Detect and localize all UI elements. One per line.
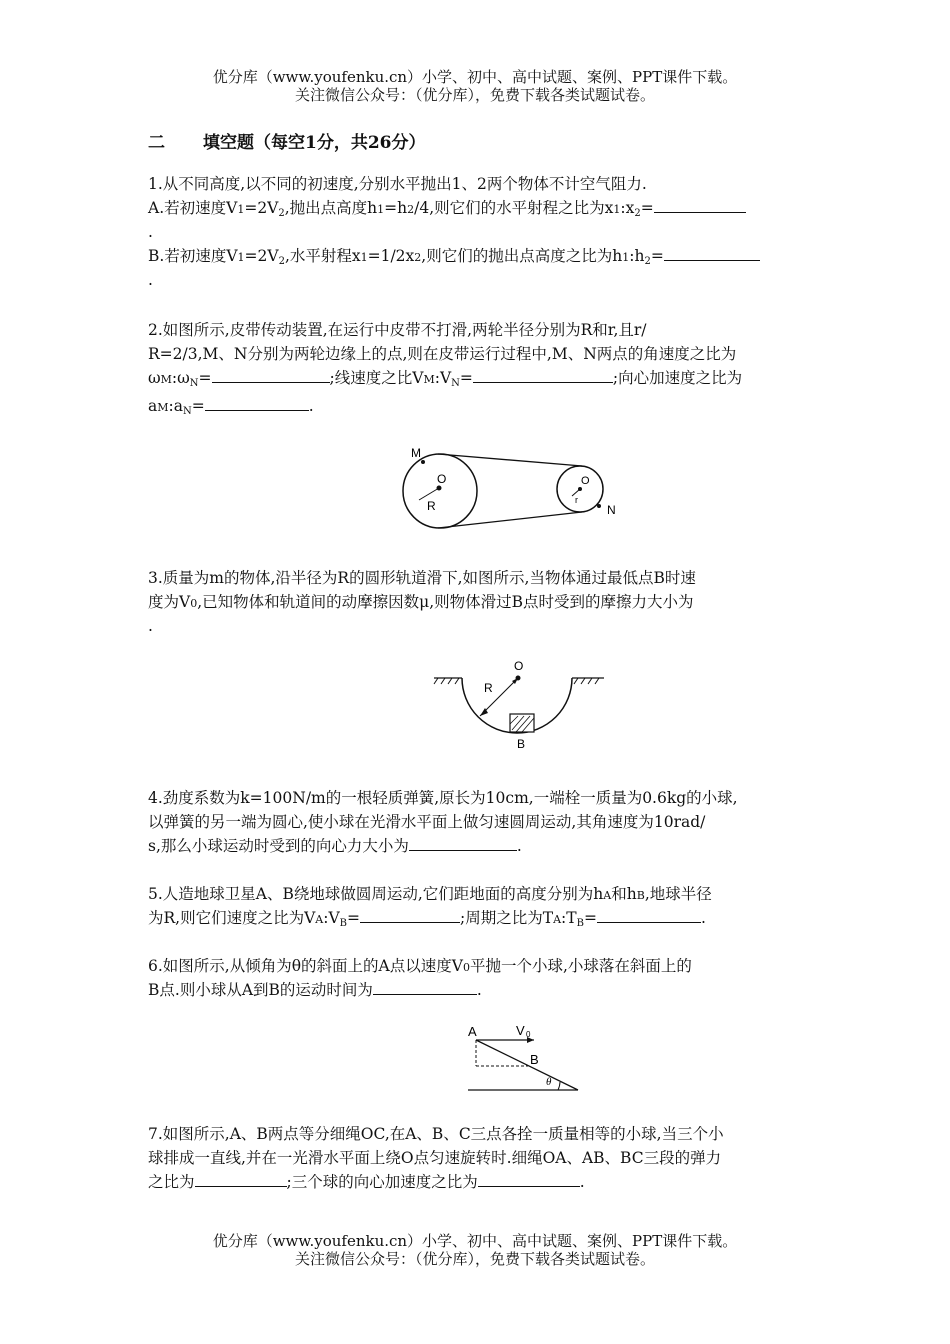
label-O-prime: O <box>581 475 590 487</box>
q5-period-blank[interactable] <box>597 906 701 923</box>
point-M-dot <box>421 460 425 464</box>
point-N-dot <box>597 504 601 508</box>
q2-line-1: 2.如图所示,皮带传动装置,在运行中皮带不打滑,两轮半径分别为R和r,且r/ <box>148 321 647 339</box>
q2-linear-velocity-blank[interactable] <box>473 366 613 383</box>
q3-line-1: 3.质量为m的物体,沿半径为R的圆形轨道滑下,如图所示,当物体通过最低点B时速 <box>148 569 696 587</box>
q2-angular-velocity-blank[interactable] <box>212 366 330 383</box>
q6-line-2: B点.则小球从A到B的运动时间为 . <box>148 978 858 1002</box>
incline-figure <box>464 1022 584 1094</box>
q6-time-blank[interactable] <box>373 978 477 995</box>
incline-line <box>476 1040 578 1090</box>
section-number: 二 <box>148 133 165 153</box>
block <box>510 714 534 732</box>
q5-velocity-blank[interactable] <box>360 906 460 923</box>
label-O: O <box>437 472 447 486</box>
q3-line-2: 度为V0,已知物体和轨道间的动摩擦因数μ,则物体滑过B点时受到的摩擦力大小为 <box>148 593 694 611</box>
label-V-subscript: 0 <box>526 1030 531 1039</box>
q1-dot-2: . <box>148 271 153 289</box>
label-O: O <box>514 659 524 673</box>
q2-acceleration-blank[interactable] <box>205 394 309 411</box>
q1-a-answer-blank[interactable] <box>654 196 746 213</box>
label-V: V <box>516 1023 525 1038</box>
q1-dot-1: . <box>148 223 153 241</box>
label-M: M <box>411 446 421 460</box>
header-line-1: 优分库（www.youfenku.cn）小学、初中、高中试题、案例、PPT课件下载。 <box>212 68 738 86</box>
q1-line-3: B.若初速度$V1=2V_2$,水平射程x1=1/2x2,则它们的抛出点高度之比为$h1:h_2=$ <box>148 244 858 274</box>
label-R: R <box>427 499 436 513</box>
label-B: B <box>517 737 526 751</box>
circular-track-figure <box>432 656 612 756</box>
q1-line-2: A.若初速度$V1=2V_2$,抛出点高度h1=h2/4,则它们的水平射程之比为$x1:x_2=$ <box>148 196 858 226</box>
q6-line-1: 6.如图所示,从倾角为θ的斜面上的A点以速度V0平抛一个小球,小球落在斜面上的 <box>148 957 692 975</box>
q7-acceleration-blank[interactable] <box>478 1170 580 1187</box>
q2-line-4: $aM:a_N=$ . <box>148 394 858 424</box>
q4-line-3: s,那么小球运动时受到的向心力大小为 . <box>148 834 858 858</box>
label-theta: θ <box>546 1076 552 1088</box>
label-N: N <box>607 503 616 517</box>
large-wheel <box>403 454 477 528</box>
label-B: B <box>530 1052 539 1067</box>
q7-line-3: 之比为 ;三个球的向心加速度之比为 . <box>148 1170 858 1194</box>
footer-line-1: 优分库（www.youfenku.cn）小学、初中、高中试题、案例、PPT课件下载。 <box>212 1232 738 1250</box>
belt-bottom <box>438 512 582 528</box>
q4-line-1: 4.劲度系数为k=100N/m的一根轻质弹簧,原长为10cm,一端栓一质量为0.6kg的小球, <box>148 789 738 807</box>
q2-line-3: $\omega M:\omega_N=$ ;线速度之比$VM:V_N=$ ;向心加速度之比为 <box>148 366 858 396</box>
q4-line-2: 以弹簧的另一端为圆心,使小球在光滑水平面上做匀速圆周运动,其角速度为10rad/ <box>148 813 706 831</box>
header-line-2: 关注微信公众号：（优分库），免费下载各类试题试卷。 <box>294 86 655 104</box>
section-heading: 填空题（每空1分，共26分） <box>203 133 426 153</box>
belt-drive-figure <box>395 436 635 536</box>
label-R: R <box>484 681 493 695</box>
q7-tension-blank[interactable] <box>195 1170 287 1187</box>
q5-line-1: 5.人造地球卫星A、B绕地球做圆周运动,它们距地面的高度分别为hA和hB,地球半径 <box>148 885 712 903</box>
q2-line-2: R=2/3,M、N分别为两轮边缘上的点,则在皮带运行过程中,M、N两点的角速度之比为 <box>148 345 737 363</box>
q5-line-2: 为R,则它们速度之比为$VA:V_B=$ ;周期之比为$TA:T_B=$ . <box>148 906 858 936</box>
label-A: A <box>468 1024 477 1039</box>
q1-b-answer-blank[interactable] <box>664 244 760 261</box>
q7-line-1: 7.如图所示,A、B两点等分细绳OC,在A、B、C三点各拴一质量相等的小球,当三个小 <box>148 1125 724 1143</box>
q1-line-1: 1.从不同高度,以不同的初速度,分别水平抛出1、2两个物体不计空气阻力. <box>148 175 647 193</box>
q3-line-3: . <box>148 617 153 635</box>
section-title <box>148 128 426 153</box>
footer-line-2: 关注微信公众号：（优分库），免费下载各类试题试卷。 <box>294 1250 655 1268</box>
label-r: r <box>575 495 578 505</box>
q7-line-2: 球排成一直线,并在一光滑水平面上绕O点匀速旋转时.细绳OA、AB、BC三段的弹力 <box>148 1149 722 1167</box>
q4-force-blank[interactable] <box>409 834 517 851</box>
